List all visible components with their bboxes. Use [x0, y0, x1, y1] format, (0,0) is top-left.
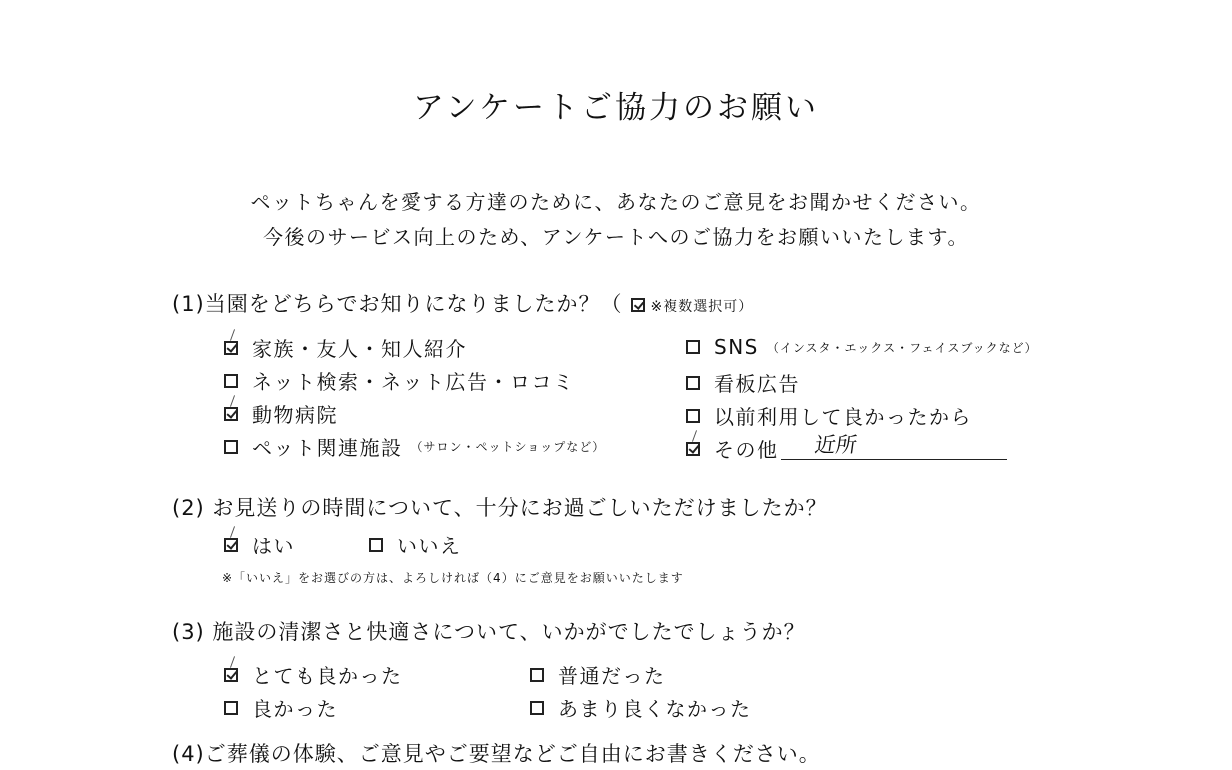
checkbox-icon — [631, 298, 645, 312]
intro-line-1: ペットちゃんを愛する方達のために、あなたのご意見をお聞かせください。 — [250, 190, 982, 214]
question-3-label: (3) 施設の清潔さと快適さについて、いかがでしたでしょうか？ — [172, 620, 806, 644]
checkbox[interactable] — [224, 440, 238, 454]
intro-line-2: 今後のサービス向上のため、アンケートへのご協力をお願いいたします。 — [263, 225, 969, 249]
checkbox[interactable] — [530, 701, 544, 715]
q1-option-animal-hospital[interactable] — [224, 399, 338, 428]
q1-option-web-search[interactable] — [224, 366, 575, 395]
checkbox[interactable] — [686, 442, 700, 456]
checkbox[interactable] — [530, 668, 544, 682]
option-label: ネット検索・ネット広告・ロコミ — [252, 370, 575, 394]
option-label: 看板広告 — [714, 372, 800, 396]
checkbox[interactable] — [224, 374, 238, 388]
question-4-label: (4)ご葬儀の体験、ご意見やご要望などご自由にお書きください。 — [172, 742, 821, 766]
handwritten-answer: 近所 — [812, 433, 859, 457]
question-2-label: (2) お見送りの時間について、十分にお過ごしいただけましたか？ — [172, 496, 828, 520]
option-label: とても良かった — [252, 664, 403, 688]
checkbox[interactable] — [686, 340, 700, 354]
q1-option-signboard[interactable] — [686, 368, 800, 397]
q1-option-pet-facility[interactable] — [224, 432, 605, 461]
q3-option-average[interactable] — [530, 660, 666, 689]
question-2-note: ※「いいえ」をお選びの方は、よろしければ（4）にご意見をお願いいたします — [222, 571, 684, 585]
question-1-note: ※複数選択可） — [650, 299, 754, 315]
q2-option-yes[interactable] — [224, 530, 295, 559]
option-sub-label: （インスタ・エックス・フェイスブックなど） — [766, 340, 1038, 355]
q3-option-very-good[interactable] — [224, 660, 403, 689]
option-label: あまり良くなかった — [558, 697, 752, 721]
checkbox[interactable] — [224, 668, 238, 682]
checkbox[interactable] — [369, 538, 383, 552]
option-label: いいえ — [397, 534, 462, 558]
q3-option-good[interactable] — [224, 693, 338, 722]
checkbox[interactable] — [224, 341, 238, 355]
checkbox[interactable] — [224, 407, 238, 421]
checkbox[interactable] — [224, 538, 238, 552]
q2-option-no[interactable] — [369, 530, 462, 559]
option-label: はい — [252, 534, 295, 558]
q1-option-previous-use[interactable] — [686, 401, 972, 430]
page-title: アンケートご協力のお願い — [412, 90, 820, 126]
option-label: その他 — [714, 438, 779, 462]
question-1-label: (1)当園をどちらでお知りになりましたか？（ — [172, 292, 623, 316]
q1-option-sns[interactable] — [686, 335, 1038, 359]
option-label: 以前利用して良かったから — [714, 405, 972, 429]
checkbox[interactable] — [224, 701, 238, 715]
option-sub-label: （サロン・ペットショップなど） — [410, 440, 606, 454]
checkbox[interactable] — [686, 409, 700, 423]
option-label: 動物病院 — [252, 403, 338, 427]
option-label: ペット関連施設 — [252, 436, 403, 460]
checkbox[interactable] — [686, 376, 700, 390]
question-1 — [172, 288, 753, 318]
option-label: 家族・友人・知人紹介 — [252, 337, 467, 361]
option-label: 良かった — [252, 697, 338, 721]
option-label: 普通だった — [558, 664, 666, 688]
q1-option-family-friends[interactable] — [224, 333, 467, 362]
other-answer-field[interactable] — [781, 433, 1007, 460]
q1-option-other[interactable] — [686, 434, 1007, 463]
option-label: SNS — [714, 335, 759, 359]
q3-option-not-good[interactable] — [530, 693, 752, 722]
